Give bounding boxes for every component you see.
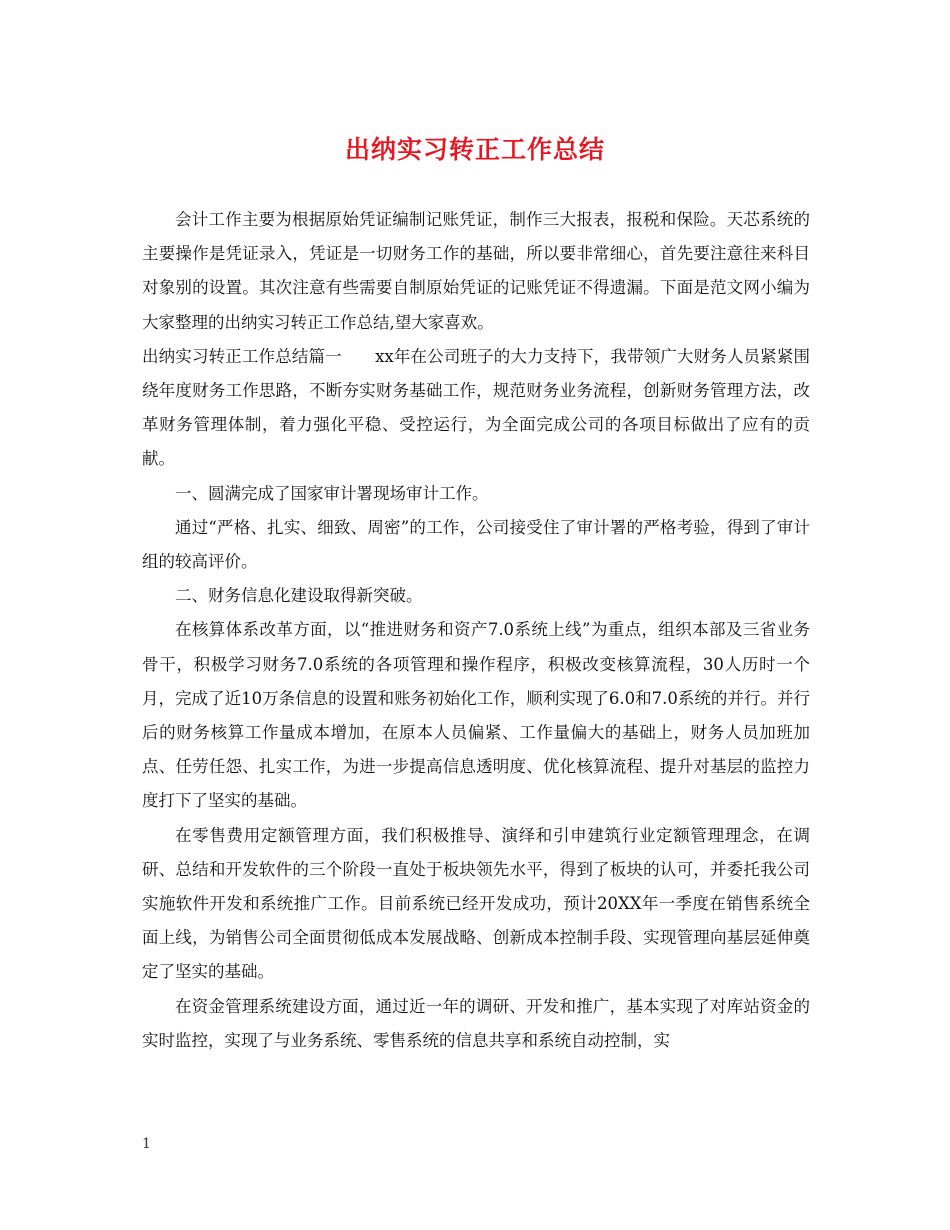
paragraph-audit-result: 通过“严格、扎实、细致、周密”的工作，公司接受住了审计署的严格考验，得到了审计组的较高评价。 — [142, 517, 810, 572]
document-body — [142, 203, 810, 1058]
paragraph-section-one-opening: 出纳实习转正工作总结篇一 xx年在公司班子的大力支持下，我带领广大财务人员紧紧围绕年度财务工作思路，不断夯实财务基础工作，规范财务业务流程，创新财务管理方法，改革财务管理体制，着力强化平稳、受控运行，为全面完成公司的各项目标做出了应有的贡献。 — [142, 346, 810, 469]
paragraph-heading-audit: 一、圆满完成了国家审计署现场审计工作。 — [175, 483, 489, 503]
page-number: 1 — [142, 1136, 151, 1152]
paragraph-fund-management: 在资金管理系统建设方面，通过近一年的调研、开发和推广，基本实现了对库站资金的实时监控，实现了与业务系统、零售系统的信息共享和系统自动控制，实 — [142, 996, 810, 1050]
paragraph-heading-informatization: 二、财务信息化建设取得新突破。 — [175, 586, 423, 606]
paragraph-intro: 会计工作主要为根据原始凭证编制记账凭证，制作三大报表，报税和保险。天芯系统的主要操作是凭证录入，凭证是一切财务工作的基础，所以要非常细心，首先要注意往来科目对象别的设置。其次注意有些需要自制原始凭证的记账凭证不得遗漏。下面是范文网小编为大家整理的出纳实习转正工作总结,望大家喜欢。 — [142, 210, 810, 332]
paragraph-accounting-reform: 在核算体系改革方面，以“推进财务和资产7.0系统上线”为重点，组织本部及三省业务骨干，积极学习财务7.0系统的各项管理和操作程序，积极改变核算流程，30人历时一个月，完成了近10万条信息的设置和账务初始化工作，顺利实现了6.0和7.0系统的并行。并行后的财务核算工作量成本增加，在原本人员偏紧、工作量偏大的基础上，财务人员加班加点、任劳任怨、扎实工作，为进一步提高信息透明度、优化核算流程、提升对基层的监控力度打下了坚实的基础。 — [142, 620, 810, 811]
document-title: 出纳实习转正工作总结 — [344, 135, 605, 164]
paragraph-retail-quota: 在零售费用定额管理方面，我们积极推导、演绎和引申建筑行业定额管理理念，在调研、总结和开发软件的三个阶段一直处于板块领先水平，得到了板块的认可，并委托我公司实施软件开发和系统推广工作。目前系统已经开发成功，预计20XX年一季度在销售系统全面上线，为销售公司全面贯彻低成本发展战略、创新成本控制手段、实现管理向基层延伸奠定了坚实的基础。 — [142, 825, 810, 982]
